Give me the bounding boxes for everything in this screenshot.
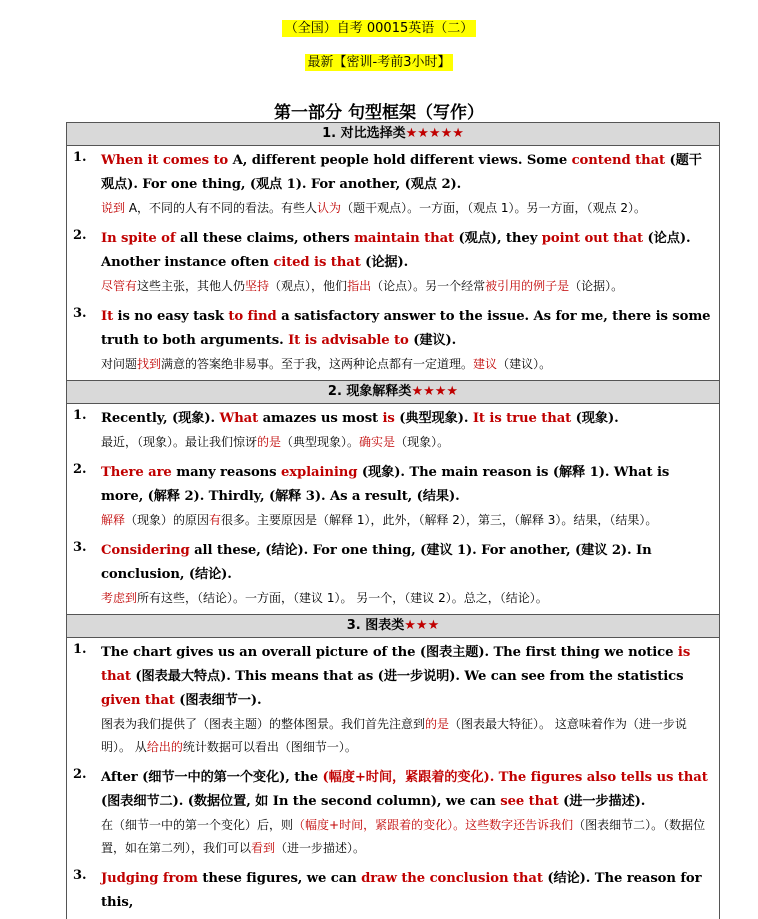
item-number: 2. <box>73 228 87 243</box>
text-run: （图表最大特征）。 这意味着作为（进一步说明）。 从 <box>101 717 687 754</box>
highlight-phrase: maintain that <box>354 231 454 246</box>
text-run: （论点）。另一个经常 <box>371 279 486 293</box>
text-run: (论据). <box>360 255 409 270</box>
text-run: is no easy task <box>113 309 229 324</box>
text-run: all these claims, others <box>175 231 355 246</box>
text-run: (建议). <box>408 333 457 348</box>
text-run: 图表为我们提供了（图表主题）的整体图景。我们首先注意到 <box>101 717 426 731</box>
highlight-phrase: 的是 <box>425 717 450 731</box>
item-number: 2. <box>73 767 87 782</box>
english-template <box>101 539 713 587</box>
text-run: (典型现象). <box>394 411 473 426</box>
text-run: （现象）的原因 <box>125 513 210 527</box>
text-run: amazes us most <box>258 411 383 426</box>
highlight-phrase: What <box>219 411 259 426</box>
text-run: （建议）。 <box>497 357 552 371</box>
item-number: 3. <box>73 868 87 883</box>
highlight-phrase: point out that <box>541 231 644 246</box>
highlight-phrase: draw the conclusion that <box>361 871 543 886</box>
item-number: 3. <box>73 540 87 555</box>
text-run: （论据）。 <box>569 279 624 293</box>
item-number: 1. <box>73 150 87 165</box>
highlight-phrase: cited is that <box>273 255 361 270</box>
text-run: （进一步描述）。 <box>275 841 366 855</box>
highlight-phrase: 给出的 <box>146 740 183 754</box>
text-run: （典型现象）。 <box>281 435 360 449</box>
sentence-item <box>67 224 719 302</box>
highlight-phrase: explaining <box>280 465 358 480</box>
highlight-phrase: given that <box>101 693 175 708</box>
section-header <box>67 123 719 146</box>
text-run: 统计数据可以看出（图细节一）。 <box>182 740 357 754</box>
highlight-phrase: 尽管有 <box>101 279 138 293</box>
text-run: (结论). The reason for this, <box>101 871 702 910</box>
chinese-translation <box>101 713 713 759</box>
text-run: （题干观点）。一方面，（观点 1）。另一方面，（观点 2）。 <box>341 201 646 215</box>
text-run: 很多。主要原因是（解释 1），此外，（解释 2），第三，（解释 3）。结果，（结果）。 <box>221 513 658 527</box>
highlight-phrase: 考虑到 <box>101 591 138 605</box>
highlight-phrase: 被引用的例子是 <box>485 279 570 293</box>
text-run: these figures, we can <box>197 871 362 886</box>
sentence-item <box>67 458 719 536</box>
rating-stars-icon: ★★★★★ <box>405 126 464 141</box>
highlight-phrase: 看到 <box>251 841 276 855</box>
highlight-phrase: There are <box>101 465 172 480</box>
rating-stars-icon: ★★★★ <box>411 384 459 399</box>
text-run: (图表细节二). (数据位置, 如 In the second column), we can <box>101 794 501 809</box>
sentence-item <box>67 302 719 380</box>
text-run: many reasons <box>171 465 281 480</box>
chinese-translation <box>101 587 713 610</box>
chinese-translation <box>101 509 713 532</box>
highlight-phrase: see that <box>500 794 559 809</box>
highlight-phrase: Judging from <box>101 871 198 886</box>
english-template <box>101 227 713 275</box>
english-template <box>101 305 713 353</box>
doc-header-line2: 最新【密训-考前3小时】 <box>0 51 758 70</box>
sentence-item <box>67 864 719 919</box>
text-run: (观点), they <box>454 231 542 246</box>
item-number: 1. <box>73 408 87 423</box>
text-run: all these, (结论). For one thing, (建议 1). For another, (建议 2). In conclusion, (结论). <box>101 543 652 582</box>
text-run: (现象). <box>571 411 619 426</box>
highlight-phrase: is that <box>101 645 691 684</box>
text-run: (论点). Another instance often <box>101 231 691 270</box>
highlight-phrase: contend that <box>571 153 666 168</box>
text-run: A, different people hold different views. Some <box>228 153 572 168</box>
sentence-item <box>67 763 719 864</box>
highlight-phrase: When it comes to <box>101 153 229 168</box>
rating-stars-icon: ★★★ <box>404 618 440 633</box>
section-title: 2. 现象解释类 <box>327 384 412 399</box>
english-template <box>101 149 713 197</box>
text-run: (进一步描述). <box>558 794 646 809</box>
chinese-translation <box>101 353 713 376</box>
text-run: 所有这些，（结论）。一方面，（建议 1）。 另一个，（建议 2）。总之，（结论）。 <box>137 591 548 605</box>
section-title: 1. 对比选择类 <box>322 126 406 141</box>
highlight-phrase: (幅度+时间，紧跟着的变化). The figures also tells us that <box>322 770 708 785</box>
highlight-phrase: is <box>382 411 395 426</box>
highlight-phrase: （幅度+时间，紧跟着的变化）。这些数字还告诉我们 <box>293 818 574 832</box>
english-template <box>101 867 713 915</box>
sentence-item <box>67 638 719 763</box>
text-run: （图表细节二）。（数据位置，如在第二列），我们可以 <box>101 818 706 855</box>
highlight-phrase: It <box>101 309 114 324</box>
chinese-translation <box>101 275 713 298</box>
section-header <box>67 381 719 404</box>
sentence-item <box>67 146 719 224</box>
english-template <box>101 407 713 431</box>
chinese-translation <box>101 814 713 860</box>
highlight-phrase: 有 <box>209 513 222 527</box>
text-run: （观点），他们 <box>269 279 348 293</box>
highlight-phrase: to find <box>228 309 277 324</box>
highlight-phrase: 找到 <box>137 357 162 371</box>
highlight-phrase: 的是 <box>257 435 282 449</box>
doc-header-line1: （全国）自考 00015英语（二） <box>0 17 758 36</box>
highlight-phrase: Considering <box>101 543 190 558</box>
highlight-phrase: It is advisable to <box>288 333 409 348</box>
highlight-phrase: 解释 <box>101 513 126 527</box>
highlight-phrase: 确实是 <box>359 435 396 449</box>
english-template <box>101 641 713 713</box>
text-run: (题干观点). For one thing, (观点 1). For another, (观点 2). <box>101 153 702 192</box>
section-title: 3. 图表类 <box>346 618 405 633</box>
text-run: After (细节一中的第一个变化), the <box>101 770 323 785</box>
text-run: (图表细节一). <box>174 693 262 708</box>
sentence-table <box>66 122 720 919</box>
text-run: 对问题 <box>101 357 138 371</box>
text-run: 满意的答案绝非易事。至于我，这两种论点都有一定道理。 <box>161 357 474 371</box>
text-run: (现象). The main reason is (解释 1). What is more, (解释 2). Thirdly, (解释 3). As a result, (结果). <box>101 465 670 504</box>
item-number: 2. <box>73 462 87 477</box>
english-template <box>101 461 713 509</box>
highlight-phrase: 指出 <box>347 279 372 293</box>
item-number: 3. <box>73 306 87 321</box>
highlight-phrase: 说到 <box>101 201 126 215</box>
highlight-phrase: In spite of <box>101 231 176 246</box>
chinese-translation <box>101 197 713 220</box>
highlight-phrase: 坚持 <box>245 279 270 293</box>
text-run: a satisfactory answer to the issue. As for me, there is some truth to both arguments. <box>101 309 711 348</box>
item-number: 1. <box>73 642 87 657</box>
text-run: (图表最大特点). This means that as (进一步说明). We can see from the statistics <box>130 669 684 684</box>
english-template <box>101 766 713 814</box>
part-title: 第一部分 句型框架（写作） <box>274 103 484 123</box>
highlight-phrase: 认为 <box>317 201 342 215</box>
text-run: The chart gives us an overall picture of the (图表主题). The first thing we notice <box>101 645 678 660</box>
chinese-translation <box>101 431 713 454</box>
text-run: A，不同的人有不同的看法。有些人 <box>125 201 318 215</box>
highlight-phrase: 建议 <box>473 357 498 371</box>
text-run: 这些主张，其他人仍 <box>137 279 246 293</box>
section-header <box>67 615 719 638</box>
sentence-item <box>67 536 719 614</box>
text-run: Recently, (现象). <box>101 411 220 426</box>
text-run: 在（细节一中的第一个变化）后，则 <box>101 818 294 832</box>
sentence-item <box>67 404 719 458</box>
text-run: （现象）。 <box>395 435 450 449</box>
highlight-phrase: It is true that <box>472 411 572 426</box>
text-run: 最近，（现象）。最让我们惊讶 <box>101 435 258 449</box>
